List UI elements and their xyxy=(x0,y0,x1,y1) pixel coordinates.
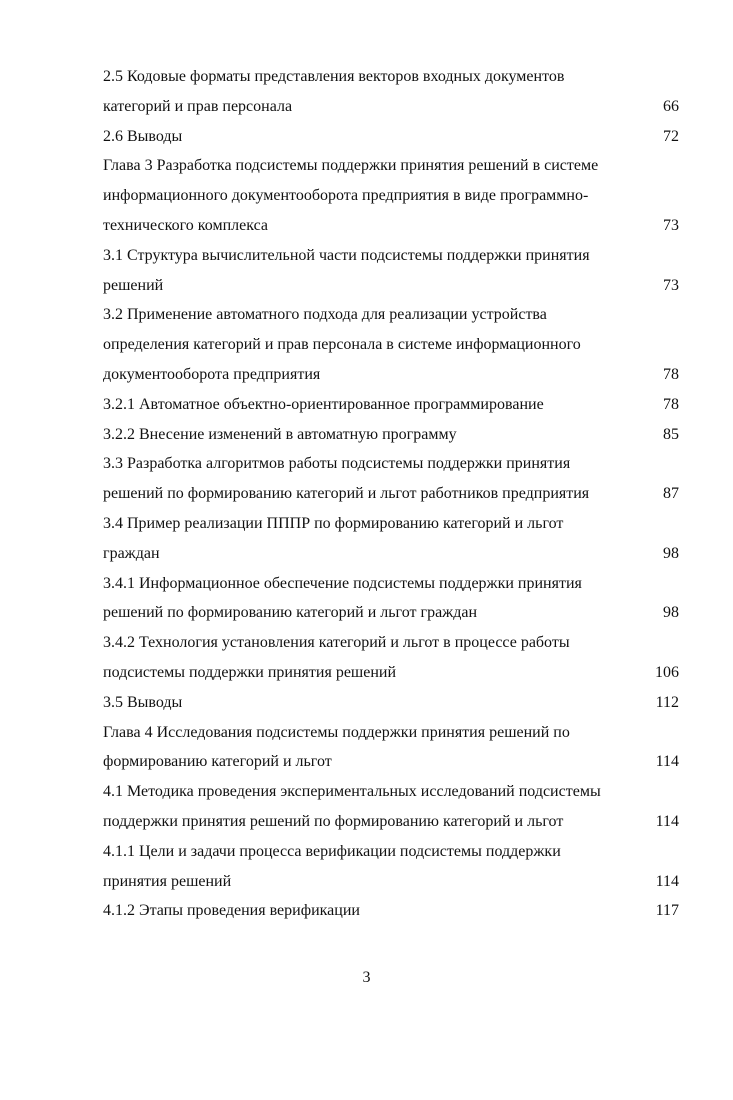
toc-entry-text: 3.4.1 Информационное обеспечение подсистемы поддержки принятия xyxy=(103,574,582,592)
toc-entry-text: 3.2 Применение автоматного подхода для реализации устройства xyxy=(103,306,547,324)
toc-entry-text: 4.1.2 Этапы проведения верификации xyxy=(103,902,360,920)
toc-entry-text: граждан xyxy=(103,544,160,562)
toc-entry-page-number: 106 xyxy=(655,663,679,681)
toc-entry xyxy=(103,420,679,450)
toc-entry-text: категорий и прав персонала xyxy=(103,97,293,115)
toc-entry xyxy=(103,241,679,301)
toc-entry-text: 3.2.1 Автоматное объектно-ориентированное программирование xyxy=(103,395,544,413)
toc-entry-page-number: 98 xyxy=(663,604,679,622)
toc-entry-page-number: 114 xyxy=(655,753,679,771)
toc-entry-line xyxy=(103,479,679,509)
toc-entry-line xyxy=(103,718,679,748)
toc-entry-page-number: 73 xyxy=(663,216,679,234)
toc-entry xyxy=(103,688,679,718)
toc-entry-page-number: 114 xyxy=(655,872,679,890)
toc-entry-text: поддержки принятия решений по формированию категорий и льгот xyxy=(103,812,564,830)
toc-entry-line xyxy=(103,62,679,92)
toc-entry xyxy=(103,718,679,778)
toc-entry-page-number: 117 xyxy=(655,902,679,920)
toc-entry-line xyxy=(103,598,679,628)
toc-entry xyxy=(103,122,679,152)
toc-entry-text: решений по формированию категорий и льгот граждан xyxy=(103,604,478,622)
toc-entry-text: 3.5 Выводы xyxy=(103,693,183,711)
toc-entry-line xyxy=(103,658,679,688)
toc-entry-text: подсистемы поддержки принятия решений xyxy=(103,663,397,681)
toc-entry-page-number: 78 xyxy=(663,365,679,383)
toc-entry-page-number: 66 xyxy=(663,97,679,115)
toc-entry-line xyxy=(103,241,679,271)
toc-entry-page-number: 78 xyxy=(663,395,679,413)
toc-entry-line xyxy=(103,509,679,539)
toc-entry-page-number: 85 xyxy=(663,425,679,443)
toc-entry-text: технического комплекса xyxy=(103,216,268,234)
toc-entry-text: документооборота предприятия xyxy=(103,365,321,383)
toc-entry-text: определения категорий и прав персонала в системе информационного xyxy=(103,336,581,354)
toc-entry-text: формированию категорий и льгот xyxy=(103,753,332,771)
toc-entry-line xyxy=(103,777,679,807)
toc-entry-line xyxy=(103,211,679,241)
toc-entry-line xyxy=(103,92,679,122)
toc-entry-line xyxy=(103,688,679,718)
toc-entry-page-number: 98 xyxy=(663,544,679,562)
toc-entry-line xyxy=(103,837,679,867)
toc-entry-line xyxy=(103,449,679,479)
toc-entry-page-number: 72 xyxy=(663,127,679,145)
toc-entry-line xyxy=(103,300,679,330)
toc-entry-line xyxy=(103,330,679,360)
table-of-contents xyxy=(0,62,733,926)
toc-entry-text: 3.1 Структура вычислительной части подсистемы поддержки принятия xyxy=(103,246,590,264)
toc-entry-page-number: 114 xyxy=(655,812,679,830)
toc-entry xyxy=(103,151,679,240)
toc-entry-text: Глава 3 Разработка подсистемы поддержки принятия решений в системе xyxy=(103,157,599,175)
toc-entry-line xyxy=(103,539,679,569)
toc-entry xyxy=(103,390,679,420)
toc-entry xyxy=(103,777,679,837)
toc-entry-line xyxy=(103,747,679,777)
toc-entry-text: 4.1.1 Цели и задачи процесса верификации подсистемы поддержки xyxy=(103,842,561,860)
toc-entry-line xyxy=(103,867,679,897)
toc-entry xyxy=(103,62,679,122)
toc-entry-line xyxy=(103,390,679,420)
toc-entry-line xyxy=(103,151,679,181)
toc-entry-line xyxy=(103,271,679,301)
toc-entry-text: решений по формированию категорий и льгот работников предприятия xyxy=(103,485,590,503)
toc-entry-line xyxy=(103,122,679,152)
toc-entry-text: принятия решений xyxy=(103,872,232,890)
toc-entry xyxy=(103,628,679,688)
toc-entry-text: решений xyxy=(103,276,164,294)
toc-entry-text: информационного документооборота предприятия в виде программно- xyxy=(103,187,589,205)
toc-entry xyxy=(103,300,679,389)
toc-entry-line xyxy=(103,628,679,658)
toc-entry-text: 2.5 Кодовые форматы представления векторов входных документов xyxy=(103,68,565,85)
toc-entry-text: 3.4.2 Технология установления категорий и льгот в процессе работы xyxy=(103,634,570,652)
toc-entry xyxy=(103,837,679,897)
toc-entry-page-number: 87 xyxy=(663,485,679,503)
toc-entry-line xyxy=(103,360,679,390)
toc-entry-text: 3.2.2 Внесение изменений в автоматную программу xyxy=(103,425,457,443)
toc-entry-text: 3.3 Разработка алгоритмов работы подсистемы поддержки принятия xyxy=(103,455,571,473)
toc-entry-line xyxy=(103,807,679,837)
toc-entry-page-number: 73 xyxy=(663,276,679,294)
toc-entry-line xyxy=(103,569,679,599)
toc-entry xyxy=(103,569,679,629)
toc-entry-line xyxy=(103,181,679,211)
toc-entry xyxy=(103,509,679,569)
page-number: 3 xyxy=(362,969,371,986)
toc-entry-text: 4.1 Методика проведения экспериментальных исследований подсистемы xyxy=(103,783,601,801)
toc-entry xyxy=(103,896,679,926)
toc-entry xyxy=(103,449,679,509)
toc-entry-text: Глава 4 Исследования подсистемы поддержки принятия решений по xyxy=(103,723,570,741)
toc-entry-line xyxy=(103,896,679,926)
toc-entry-text: 3.4 Пример реализации ПППР по формированию категорий и льгот xyxy=(103,514,564,532)
toc-entry-text: 2.6 Выводы xyxy=(103,127,183,145)
toc-entry-line xyxy=(103,420,679,450)
toc-entry-page-number: 112 xyxy=(655,693,679,711)
